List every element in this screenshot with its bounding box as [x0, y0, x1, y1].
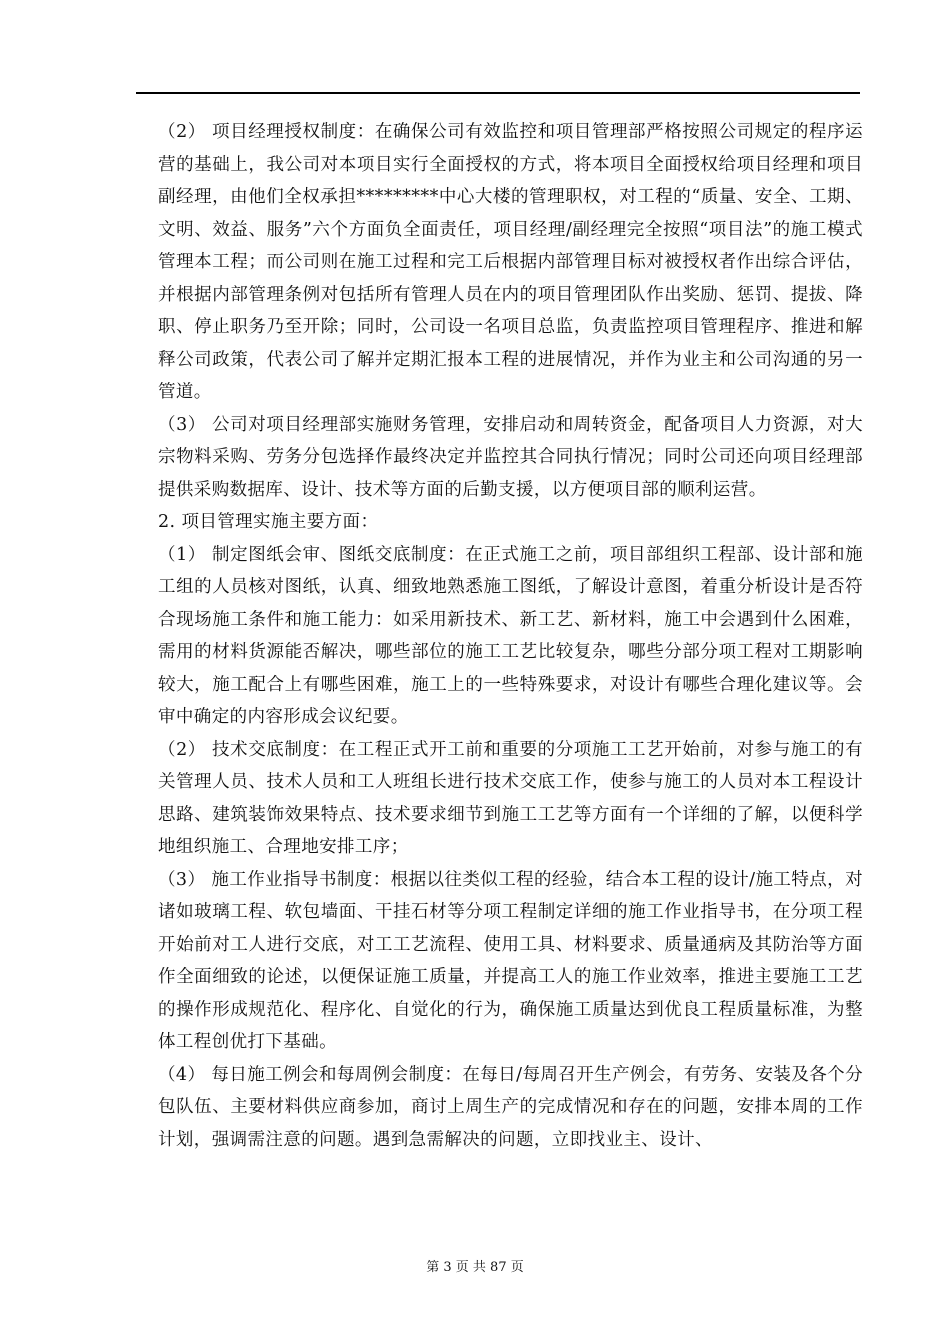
- page-number: 第 3 页 共 87 页: [426, 1260, 524, 1275]
- paragraph-daily-weekly-meetings: （4） 每日施工例会和每周例会制度：在每日/每周召开生产例会，有劳务、安装及各个分包队伍、主要材料供应商参加，商讨上周生产的完成情况和存在的问题，安排本周的工作计划，强调需注意的问题。遇到急需解决的问题，立即找业主、设计、: [158, 1064, 863, 1150]
- document-body: [158, 116, 863, 1156]
- header-rule: [136, 92, 860, 94]
- paragraph-drawing-review: （1） 制定图纸会审、图纸交底制度：在正式施工之前，项目部组织工程部、设计部和施工组的人员核对图纸，认真、细致地熟悉施工图纸，了解设计意图，着重分析设计是否符合现场施工条件和施工能力：如采用新技术、新工艺、新材料，施工中会遇到什么困难，需用的材料货源能否解决，哪些部位的施工工艺比较复杂，哪些分部分项工程对工期影响较大，施工配合上有哪些困难，施工上的一些特殊要求，对设计有哪些合理化建议等。会审中确定的内容形成会议纪要。: [158, 544, 863, 727]
- paragraph-authorization-system: （2） 项目经理授权制度：在确保公司有效监控和项目管理部严格按照公司规定的程序运营的基础上，我公司对本项目实行全面授权的方式，将本项目全面授权给项目经理和项目副经理，由他们全权承担*********中心大楼的管理职权，对工程的“质量、安全、工期、文明、效益、服务”六个方面负全面责任，项目经理/副经理完全按照“项目法”的施工模式管理本工程；而公司则在施工过程和完工后根据内部管理目标对被授权者作出综合评估，并根据内部管理条例对包括所有管理人员在内的项目管理团队作出奖励、惩罚、提拔、降职、停止职务乃至开除；同时，公司设一名项目总监，负责监控项目管理程序、推进和解释公司政策，代表公司了解并定期汇报本工程的进展情况，并作为业主和公司沟通的另一管道。: [158, 122, 863, 402]
- paragraph-financial-management: （3） 公司对项目经理部实施财务管理，安排启动和周转资金，配备项目人力资源，对大宗物料采购、劳务分包选择作最终决定并监控其合同执行情况；同时公司还向项目经理部提供采购数据库、设计、技术等方面的后勤支援，以方便项目部的顺利运营。: [158, 414, 863, 500]
- paragraph-technical-briefing: （2） 技术交底制度：在工程正式开工前和重要的分项施工工艺开始前，对参与施工的有关管理人员、技术人员和工人班组长进行技术交底工作，使参与施工的人员对本工程设计思路、建筑装饰效果特点、技术要求细节到施工工艺等方面有一个详细的了解，以便科学地组织施工、合理地安排工序；: [158, 739, 863, 857]
- paragraph-work-instruction: （3） 施工作业指导书制度：根据以往类似工程的经验，结合本工程的设计/施工特点，对诸如玻璃工程、软包墙面、干挂石材等分项工程制定详细的施工作业指导书，在分项工程开始前对工人进行交底，对工工艺流程、使用工具、材料要求、质量通病及其防治等方面作全面细致的论述，以便保证施工质量，并提高工人的施工作业效率，推进主要施工工艺的操作形成规范化、程序化、自觉化的行为，确保施工质量达到优良工程质量标准，为整体工程创优打下基础。: [158, 869, 863, 1052]
- section-heading-implementation: 2. 项目管理实施主要方面：: [158, 512, 379, 532]
